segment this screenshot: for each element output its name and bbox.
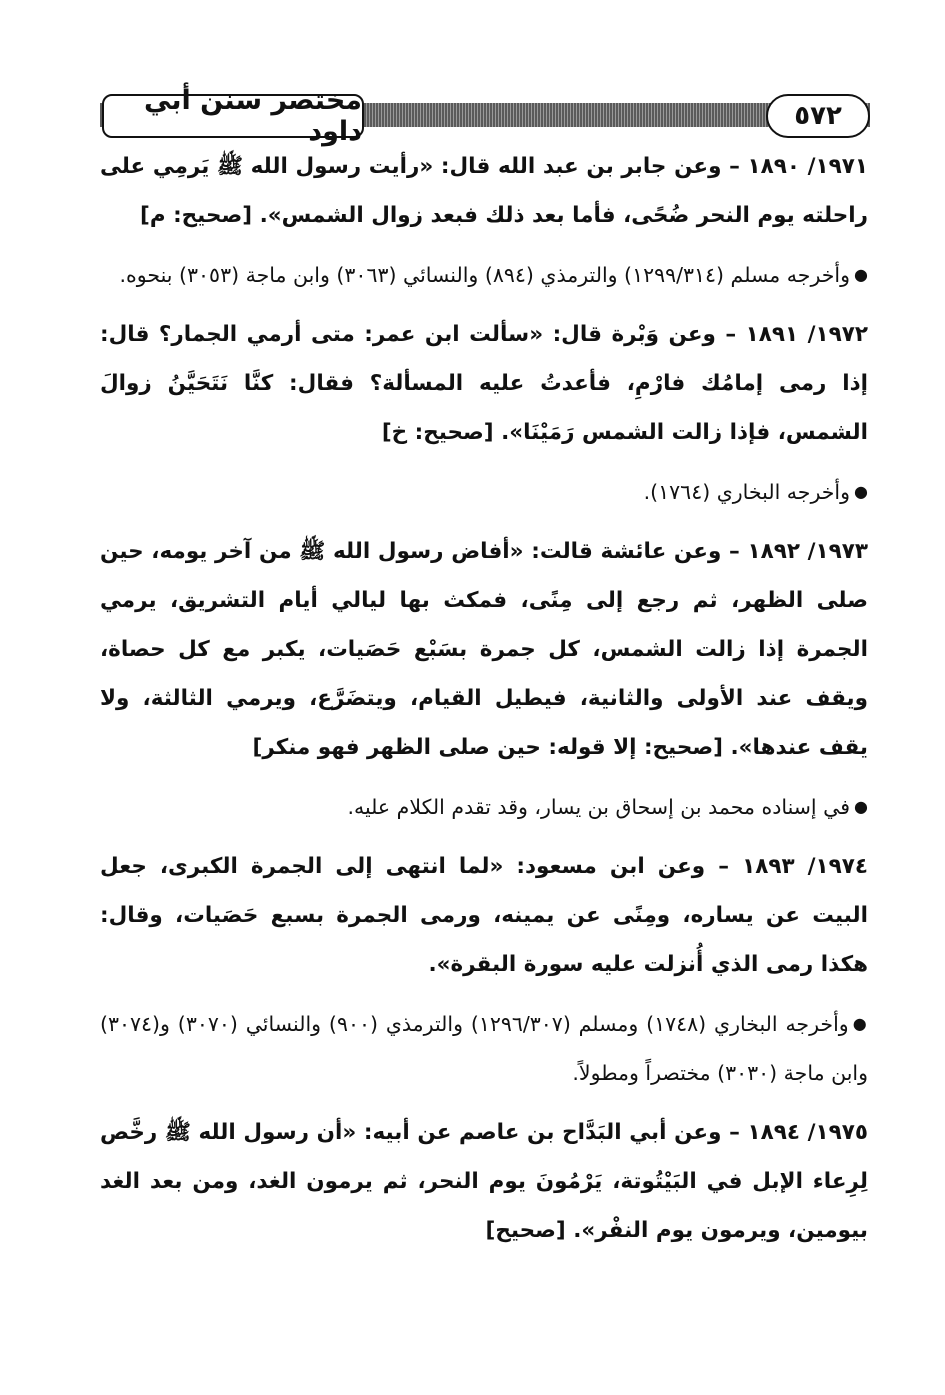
hadith-grade: [صحيح: خ] xyxy=(381,420,494,445)
page-number: ٥٧٢ xyxy=(766,94,870,138)
hadith-grade: [صحيح: إلا قوله: حين صلى الظهر فهو منكر] xyxy=(252,735,723,760)
hadith-text: – وعن جابر بن عبد الله قال: «رأيت رسول الله ﷺ يَرمِي على راحلته يوم النحر ضُحًى، فأما بعد ذلك فبعد زوال الشمس». xyxy=(100,154,868,228)
hadith-entry xyxy=(100,310,868,457)
page-body xyxy=(100,142,868,1265)
hadith-grade: [صحيح: م] xyxy=(140,203,253,228)
takhrij-text: في إسناده محمد بن إسحاق بن يسار، وقد تقدم الكلام عليه. xyxy=(347,795,851,819)
takhrij-note xyxy=(100,782,868,832)
hadith-entry xyxy=(100,527,868,772)
takhrij-note xyxy=(100,250,868,300)
hadith-entry xyxy=(100,1108,868,1255)
hadith-text: – وعن أبي البَدَّاح بن عاصم عن أبيه: «أن رسول الله ﷺ رخَّص لِرِعاء الإبل في البَيْتُوتة، يَرْمُونَ يوم النحر، ثم يرمون الغد، ومن بعد الغد بيومين، ويرمون يوم النفْر». xyxy=(100,1120,868,1243)
hadith-number: ١٩٧٥/ ١٨٩٤ xyxy=(747,1120,868,1145)
page-header xyxy=(100,85,870,147)
hadith-number: ١٩٧١/ ١٨٩٠ xyxy=(747,154,868,179)
bullet-icon: ● xyxy=(852,1014,868,1033)
hadith-number: ١٩٧٣/ ١٨٩٢ xyxy=(747,539,868,564)
hadith-number: ١٩٧٢/ ١٨٩١ xyxy=(745,322,868,347)
bullet-icon: ● xyxy=(854,482,868,501)
hadith-text: – وعن عائشة قالت: «أفاض رسول الله ﷺ من آخر يومه، حين صلى الظهر، ثم رجع إلى مِنًى، فمكث بها ليالي أيام التشريق، يرمي الجمرة إذا زالت الشمس، كل جمرة بسَبْع حَصَيات، يكبر مع كل حصاة، ويقف عند الأولى والثانية، فيطيل القيام، ويتضَرَّع، ويرمي الثالثة، ولا يقف عندها». xyxy=(100,539,868,760)
takhrij-text: وأخرجه مسلم (١٢٩٩/٣١٤) والترمذي (٨٩٤) والنسائي (٣٠٦٣) وابن ماجة (٣٠٥٣) بنحوه. xyxy=(119,263,851,287)
hadith-text: – وعن وَبْرة قال: «سألت ابن عمر: متى أرمي الجمار؟ قال: إذا رمى إمامُك فارْمِ، فأعدتُ عليه المسألة؟ فقال: كنَّا نَتَحَيَّنُ زوالَ الشمس، فإذا زالت الشمس رَمَيْنَا». xyxy=(100,322,868,445)
hadith-text: – وعن ابن مسعود: «لما انتهى إلى الجمرة الكبرى، جعل البيت عن يساره، ومِنًى عن يمينه، ورمى الجمرة بسبع حَصَيات، وقال: هكذا رمى الذي أُنزلت عليه سورة البقرة». xyxy=(100,854,868,977)
bullet-icon: ● xyxy=(854,797,868,816)
book-title: مختصر سنن أبي داود xyxy=(102,94,364,138)
takhrij-text: وأخرجه البخاري (١٧٦٤). xyxy=(643,480,851,504)
hadith-grade: [صحيح] xyxy=(485,1218,566,1243)
hadith-entry xyxy=(100,842,868,989)
hadith-entry xyxy=(100,142,868,240)
takhrij-text: وأخرجه البخاري (١٧٤٨) ومسلم (١٢٩٦/٣٠٧) والترمذي (٩٠٠) والنسائي (٣٠٧٠) و(٣٠٧٤) وابن ماجة (٣٠٣٠) مختصراً ومطولاً. xyxy=(100,1012,868,1085)
takhrij-note xyxy=(100,999,868,1098)
bullet-icon: ● xyxy=(854,265,868,284)
takhrij-note xyxy=(100,467,868,517)
hadith-number: ١٩٧٤/ ١٨٩٣ xyxy=(742,854,868,879)
